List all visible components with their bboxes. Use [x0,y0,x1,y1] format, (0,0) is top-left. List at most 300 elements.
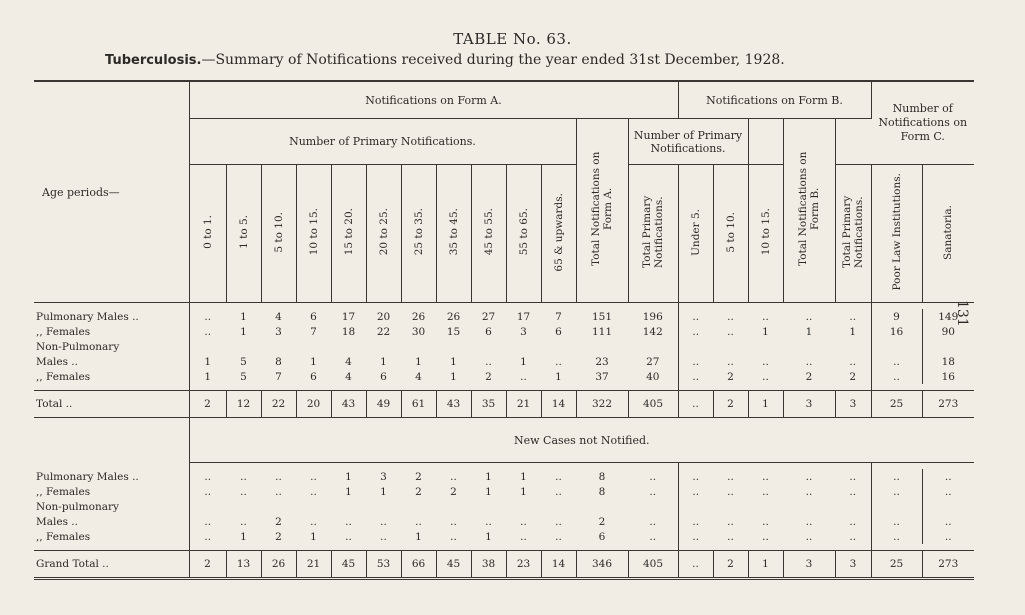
row-value: .. [835,469,871,484]
row-value: .. [240,515,247,528]
row-value: 21 [296,551,331,579]
row-value: .. [415,515,422,528]
row-value: 1 [240,310,247,323]
row-value: 1 [345,470,352,483]
data-row [34,469,974,484]
row-value: .. [944,470,952,483]
col-header-4 [331,165,366,303]
col-header-label-6: 25 to 35. [412,208,425,256]
row-value: 142 [628,324,678,339]
row-label: ,, Females [34,324,189,339]
row-value [261,499,296,514]
row-label: ,, Females [34,529,189,544]
row-value: 2 [727,370,734,383]
row-value: .. [345,530,352,543]
row-label: Males .. [34,354,189,369]
row-value: 15 [446,325,461,338]
col-header-11 [628,165,678,303]
row-value: 1 [310,530,317,543]
col-header-label-2: 5 to 10. [272,211,285,253]
row-value: .. [678,551,713,579]
row-value [835,499,871,514]
row-value: 2 [275,530,282,543]
row-value: 26 [261,551,296,579]
row-value: 273 [922,551,974,579]
col-header-8 [471,165,506,303]
row-value: 1 [485,470,492,483]
col-header-3 [296,165,331,303]
row-value: .. [762,470,769,483]
row-value: 37 [595,370,609,383]
row-label: Grand Total .. [34,551,189,579]
data-row [34,514,974,529]
row-value: 1 [485,530,492,543]
row-value: 346 [576,551,628,579]
row-value: 2 [189,551,226,579]
row-value: .. [727,325,734,338]
row-value [713,499,748,514]
row-value: .. [871,369,922,384]
row-value [678,499,713,514]
row-value: .. [835,529,871,544]
row-value: 3 [783,551,835,579]
row-value: .. [628,529,678,544]
row-value: 1 [520,355,527,368]
form-a-header: Notifications on Form A. [189,81,678,119]
subtitle-topic: Tuberculosis. [105,53,202,68]
col-header-label-10: 65 & upwards. [552,192,565,272]
row-value [748,499,783,514]
new-cases-blank [34,418,189,463]
row-value: 196 [628,309,678,324]
notifications-table [34,80,974,580]
row-value: .. [835,309,871,324]
row-value [226,339,261,354]
row-value: 45 [436,551,471,579]
row-value: .. [204,310,212,323]
col-header-1 [226,165,261,303]
row-value: 111 [591,325,613,338]
row-value [471,499,506,514]
row-value: 5 [240,355,247,368]
row-value: .. [727,515,734,528]
row-value: 30 [411,325,426,338]
row-value: .. [835,484,871,499]
row-label: ,, Females [34,369,189,384]
row-value: 1 [805,325,813,338]
col-total-form-a [576,119,628,303]
row-value: .. [944,530,952,543]
row-value: .. [450,515,457,528]
row-value: .. [805,310,813,323]
row-value: .. [628,514,678,529]
row-value: 2 [275,515,282,528]
row-value: .. [520,515,527,528]
row-value: .. [204,530,212,543]
row-value [576,499,628,514]
row-value: 8 [275,355,282,368]
row-value: .. [204,470,212,483]
row-value: .. [628,484,678,499]
row-value: 26 [446,310,461,323]
row-value: .. [450,470,457,483]
table-subtitle [105,52,785,68]
col-header-13 [678,165,713,303]
row-value: 1 [380,355,387,368]
row-value: .. [805,530,813,543]
row-value [506,499,541,514]
row-value: .. [520,530,527,543]
row-value: .. [628,469,678,484]
row-value [628,339,678,354]
row-value: .. [692,470,700,483]
row-value [871,499,922,514]
row-value: .. [835,354,871,369]
row-value: .. [871,514,922,529]
col-total-form-a-label: Total Notifications on Form A. [590,151,614,267]
row-value: .. [310,470,317,483]
row-value: 151 [591,310,613,323]
data-row [34,391,974,418]
row-value [922,499,974,514]
col-header-0 [189,165,226,303]
row-value: 17 [341,310,356,323]
row-value: .. [762,370,769,383]
row-value [436,339,471,354]
row-value: 1 [240,530,247,543]
row-value: 322 [576,391,628,418]
row-value: 2 [415,485,422,498]
form-c-header: Number of Notifications on Form C. [871,81,974,165]
row-label: Pulmonary Males .. [34,309,189,324]
row-value: 1 [380,485,387,498]
row-value: 25 [871,551,922,579]
subtitle-text: —Summary of Notifications received during the year ended 31st December, 1928. [201,52,785,68]
row-value: .. [805,470,813,483]
col-header-label-15: 10 to 15. [759,208,772,256]
row-value: 18 [341,325,356,338]
row-value: 40 [628,369,678,384]
col-header-18 [871,165,922,303]
row-value: 4 [275,310,282,323]
row-value: 9 [871,309,922,324]
row-value: .. [692,310,700,323]
col-header-10 [541,165,576,303]
col-header-label-3: 10 to 15. [307,208,320,256]
row-value: 6 [380,370,387,383]
col-header-label-4: 15 to 20. [342,208,355,256]
row-value: .. [555,515,562,528]
row-value [748,339,783,354]
row-value [922,339,974,354]
row-value: .. [555,485,562,498]
primary-a-header: Number of Primary Notifications. [189,119,576,165]
row-value: .. [204,325,212,338]
row-value: .. [204,515,212,528]
row-value: 405 [628,391,678,418]
row-value: 45 [331,551,366,579]
col-header-label-1: 1 to 5. [237,215,250,249]
row-value: 3 [380,470,387,483]
row-value [401,499,436,514]
row-value: 20 [376,310,391,323]
row-value: 14 [541,551,576,579]
row-value [226,499,261,514]
row-label: Pulmonary Males .. [34,469,189,484]
row-value: 3 [520,325,527,338]
data-row [34,309,974,324]
row-value: 2 [713,391,748,418]
row-value: 61 [401,391,436,418]
row-value: 1 [240,325,247,338]
row-label: ,, Females [34,484,189,499]
col-header-5 [366,165,401,303]
row-value: .. [240,485,247,498]
row-value: .. [692,530,700,543]
row-value: .. [871,354,922,369]
row-value: 4 [345,355,352,368]
row-value: 17 [516,310,531,323]
row-value: 1 [310,355,317,368]
row-value: 49 [366,391,401,418]
row-value: 1 [485,485,492,498]
row-value: 16 [871,324,922,339]
row-value: 1 [835,324,871,339]
col-header-2 [261,165,296,303]
row-value: .. [835,514,871,529]
row-value [331,499,366,514]
row-value [261,339,296,354]
row-value: .. [727,470,734,483]
row-value: 1 [450,355,457,368]
row-value: 405 [628,551,678,579]
row-value: .. [380,515,387,528]
row-value [871,339,922,354]
row-value: 4 [415,370,422,383]
row-value: .. [555,530,562,543]
row-value: .. [762,355,769,368]
col-header-15 [748,165,783,303]
row-value: .. [678,391,713,418]
data-row [34,369,974,384]
row-value: 6 [485,325,492,338]
row-label: Males .. [34,514,189,529]
table-title: TABLE No. 63. [453,30,572,48]
primary-b-blank [748,119,783,165]
row-value [628,499,678,514]
row-value: 8 [598,470,606,483]
row-value [506,339,541,354]
row-value: 2 [835,369,871,384]
row-value: 2 [189,391,226,418]
row-value: 1 [345,485,352,498]
row-value: .. [240,470,247,483]
row-value: 1 [520,470,527,483]
row-value: 1 [204,370,212,383]
row-value: 1 [415,355,422,368]
col-header-9 [506,165,541,303]
row-value [296,339,331,354]
row-value: .. [692,370,700,383]
col-header-16 [835,165,871,303]
row-value: 6 [555,325,562,338]
col-header-7 [436,165,471,303]
row-value: 16 [941,370,955,383]
row-value: 149 [938,310,959,323]
row-label: Non-Pulmonary [34,339,189,354]
col-header-6 [401,165,436,303]
row-value: 6 [310,370,317,383]
row-value: 3 [783,391,835,418]
row-value: 27 [628,354,678,369]
row-value: 1 [748,391,783,418]
row-value: 23 [595,355,609,368]
row-value: 2 [415,470,422,483]
col-header-label-11: Total Primary Notifications. [641,195,665,269]
row-value [835,339,871,354]
row-value: 90 [941,325,955,338]
row-value: .. [944,515,952,528]
row-value [366,339,401,354]
col-header-label-13: Under 5. [689,208,702,256]
row-value: 35 [471,391,506,418]
row-value: .. [345,515,352,528]
row-value: .. [805,485,813,498]
row-value: .. [871,484,922,499]
row-value: .. [485,515,492,528]
row-value: 12 [226,391,261,418]
data-row [34,339,974,354]
row-value: .. [555,470,562,483]
page-number: 131 [954,300,970,327]
data-row [34,354,974,369]
row-value: .. [727,355,734,368]
col-header-label-14: 5 to 10. [724,211,737,253]
row-value: .. [380,530,387,543]
row-value: .. [275,485,282,498]
row-value: .. [204,485,212,498]
row-value: 1 [555,370,562,383]
col-total-form-b-label: Total Notifications on Form B. [797,151,821,267]
row-value: 26 [411,310,426,323]
row-value: 22 [376,325,391,338]
form-b-header: Notifications on Form B. [678,81,871,119]
row-value [189,499,226,514]
row-value [436,499,471,514]
row-value: 1 [762,325,769,338]
row-value [471,339,506,354]
col-header-19 [922,165,974,303]
row-value: .. [871,529,922,544]
row-value: 25 [871,391,922,418]
row-value: 14 [541,391,576,418]
row-value: .. [692,485,700,498]
data-row [34,499,974,514]
row-value: .. [692,325,700,338]
row-value: 20 [296,391,331,418]
row-value: 3 [835,551,871,579]
row-value [189,339,226,354]
row-value: 18 [941,355,955,368]
row-value [366,499,401,514]
row-value: 6 [598,530,606,543]
row-value: 7 [555,310,562,323]
col-header-label-0: 0 to 1. [201,215,214,249]
row-value: 27 [481,310,496,323]
new-cases-row [34,418,974,463]
row-value: 43 [331,391,366,418]
row-value: .. [450,530,457,543]
row-value: 43 [436,391,471,418]
row-value: .. [485,355,492,368]
row-value: 273 [922,391,974,418]
row-value: 38 [471,551,506,579]
row-value [401,339,436,354]
row-value: .. [762,515,769,528]
row-value: .. [762,485,769,498]
row-value [541,499,576,514]
row-value: 66 [401,551,436,579]
row-value: .. [805,515,813,528]
row-value: 3 [835,391,871,418]
row-value [783,499,835,514]
row-value [331,339,366,354]
row-value: 23 [506,551,541,579]
row-value [678,339,713,354]
row-value: .. [727,310,734,323]
row-label: Total .. [34,391,189,418]
col-header-label-9: 55 to 65. [517,208,530,256]
row-value: .. [692,355,700,368]
col-total-form-b [783,119,835,303]
new-cases-heading: New Cases not Notified. [189,418,974,463]
row-value: 2 [485,370,492,383]
row-value: .. [310,485,317,498]
row-value: 1 [450,370,457,383]
row-value: 21 [506,391,541,418]
data-row [34,484,974,499]
data-row [34,529,974,544]
row-value [576,339,628,354]
data-row [34,324,974,339]
row-value: 6 [310,310,317,323]
row-value: 1 [415,530,422,543]
row-value: 5 [240,370,247,383]
row-value: 13 [226,551,261,579]
row-value: 2 [805,370,813,383]
row-value: 1 [204,355,212,368]
col-header-label-8: 45 to 55. [482,208,495,256]
row-value: 2 [713,551,748,579]
row-value: .. [310,515,317,528]
row-value: .. [762,530,769,543]
primary-b-header: Number of Primary Notifications. [628,119,748,165]
col-header-label-19: Sanatoria. [942,204,955,260]
row-value: .. [727,530,734,543]
row-label: Non-pulmonary [34,499,189,514]
col-header-label-16: Total Primary Notifications. [841,195,865,269]
col-header-label-5: 20 to 25. [377,208,390,256]
col-header-14 [713,165,748,303]
row-value: 2 [598,515,606,528]
data-row [34,551,974,579]
row-value: .. [944,485,952,498]
row-value: 53 [366,551,401,579]
row-value: .. [727,485,734,498]
row-value: .. [555,355,562,368]
row-value [296,499,331,514]
row-value: .. [871,469,922,484]
